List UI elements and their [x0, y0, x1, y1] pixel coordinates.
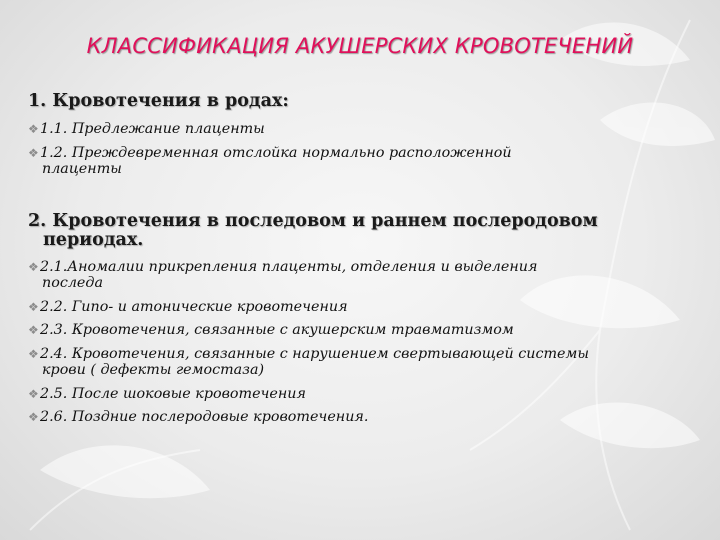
list-item-text: 2.5. После шоковые кровотечения	[40, 385, 306, 402]
diamond-bullet-icon: ❖	[28, 122, 39, 136]
slide-title: КЛАССИФИКАЦИЯ АКУШЕРСКИХ КРОВОТЕЧЕНИЙ	[86, 34, 634, 58]
list-item-text: 1.2. Преждевременная отслойка нормально расположенной	[40, 144, 512, 161]
list-item-text: 2.2. Гипо- и атонические кровотечения	[40, 298, 348, 315]
section-heading-1: 1. Кровотечения в родах:	[28, 91, 289, 111]
list-item-text-continuation: плаценты	[42, 161, 122, 177]
list-item	[28, 145, 700, 178]
diamond-bullet-icon: ❖	[28, 323, 39, 337]
diamond-bullet-icon: ❖	[28, 145, 39, 160]
section-1-list	[28, 121, 700, 178]
list-item-text: 2.4. Кровотечения, связанные с нарушением свертывающей системы	[40, 345, 589, 362]
list-item-text-continuation: последа	[42, 275, 103, 291]
diamond-bullet-icon: ❖	[28, 259, 39, 274]
section-heading-2	[28, 212, 700, 250]
diamond-bullet-icon: ❖	[28, 346, 39, 361]
section-2-list	[28, 259, 700, 426]
list-item-text: 1.1. Предлежание плаценты	[40, 121, 265, 137]
list-item-text: 2.1.Аномалии прикрепления плаценты, отделения и выделения	[40, 258, 538, 275]
list-item	[28, 259, 700, 292]
diamond-bullet-icon: ❖	[28, 299, 39, 314]
section-heading-2-line1: 2. Кровотечения в последовом и раннем послеродовом	[28, 210, 598, 231]
slide-content	[28, 92, 700, 433]
list-item	[28, 409, 700, 426]
diamond-bullet-icon: ❖	[28, 410, 39, 424]
list-item-text-continuation: крови ( дефекты гемостаза)	[42, 362, 265, 378]
list-item	[28, 346, 700, 379]
list-item	[28, 121, 700, 138]
section-heading-2-line2: периодах.	[43, 229, 144, 250]
diamond-bullet-icon: ❖	[28, 386, 39, 401]
list-item-text: 2.6. Поздние послеродовые кровотечения.	[40, 409, 369, 425]
list-item	[28, 299, 700, 316]
list-item	[28, 322, 700, 339]
list-item-text: 2.3. Кровотечения, связанные с акушерским травматизмом	[40, 322, 514, 338]
list-item	[28, 386, 700, 403]
